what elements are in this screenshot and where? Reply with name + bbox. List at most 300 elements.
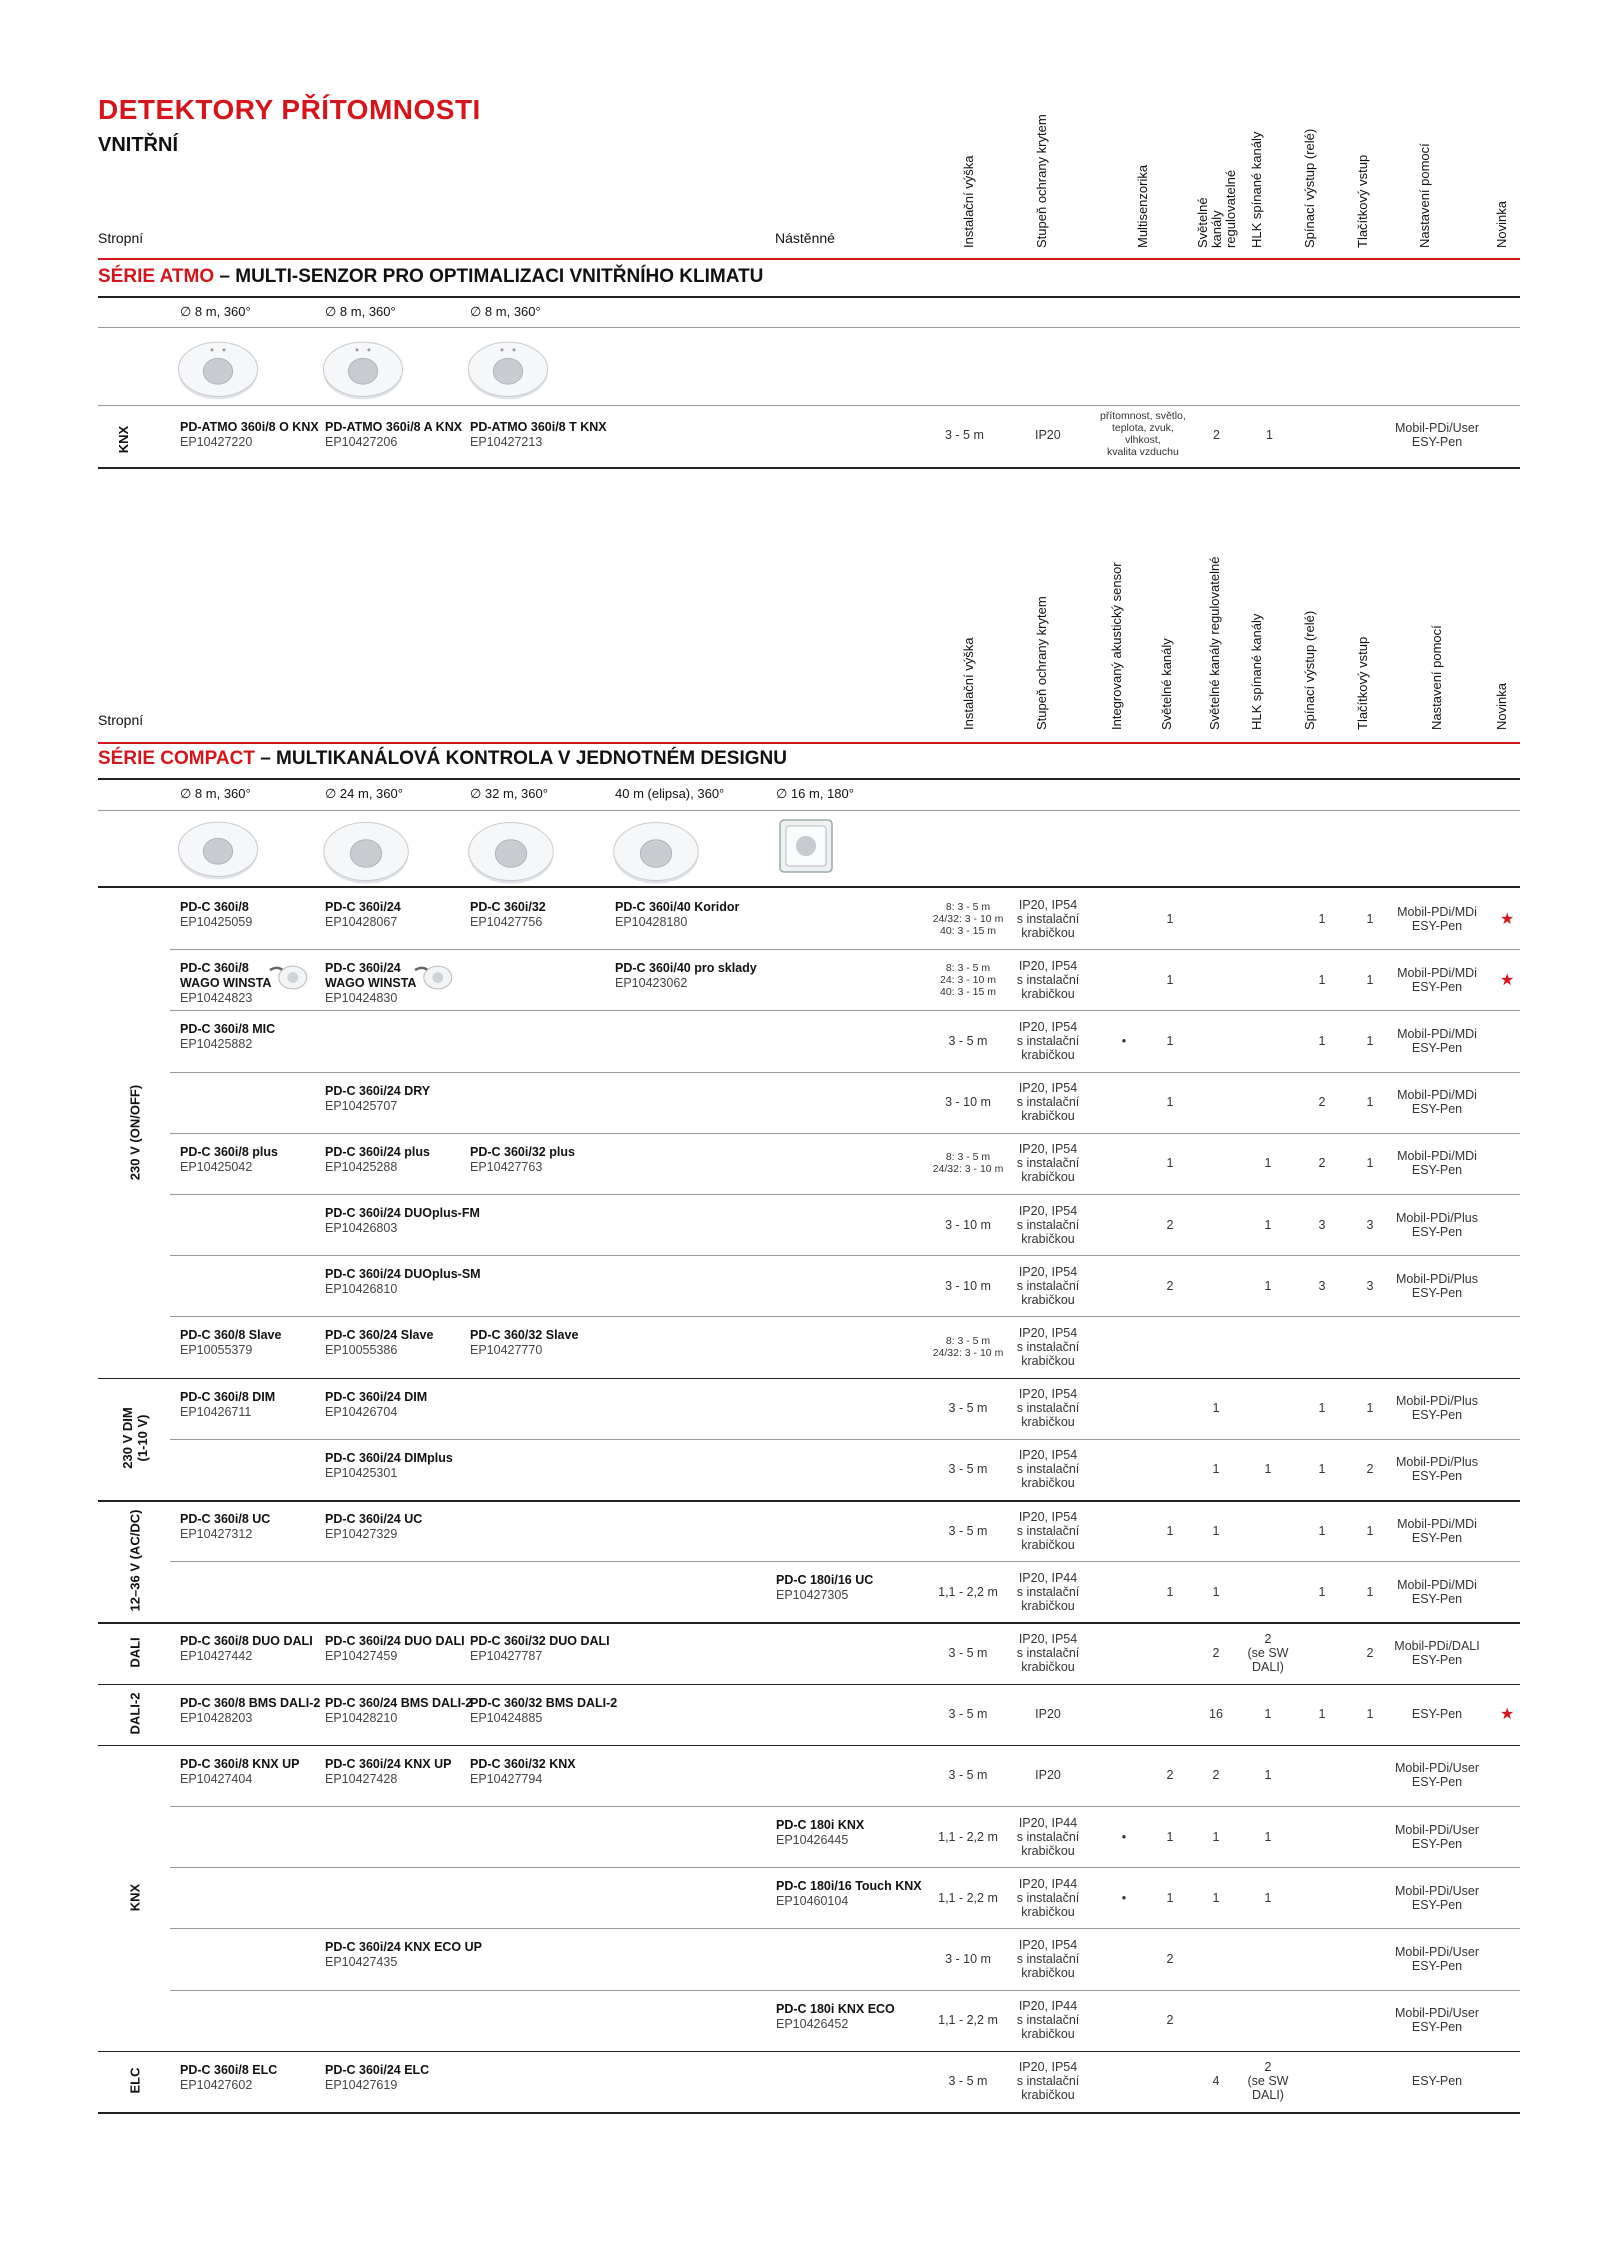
atmo-product-name: PD-ATMO 360i/8 T KNX	[470, 420, 607, 434]
compact-ip-line: s instalační	[1016, 2013, 1080, 2028]
compact-ip-line: s instalační	[1016, 1278, 1080, 1293]
compact-ip-2	[1003, 1020, 1093, 1062]
compact-product-1-1	[325, 961, 416, 1006]
compact-setting-18	[1387, 2006, 1487, 2034]
compact-product-name: PD-C 360i/24 plus	[325, 1144, 430, 1159]
compact-product-name: PD-C 360i/24 DIM	[325, 1389, 428, 1404]
compact-product-name: PD-C 360/8 Slave	[180, 1328, 282, 1343]
atmo-group-label: KNX	[116, 425, 132, 454]
compact-product-4-0	[180, 1145, 278, 1175]
compact-ip-line: s instalační	[1016, 1890, 1080, 1905]
compact-height-8	[923, 1401, 1013, 1415]
compact-ip-line: IP20, IP54	[1018, 1020, 1078, 1034]
compact-product-name: PD-C 360i/40 Koridor	[615, 900, 740, 914]
compact-reg-line: 1	[1212, 1523, 1220, 1538]
compact-product-18-4	[776, 2002, 895, 2032]
compact-product-name: PD-C 180i/16 Touch KNX	[776, 1879, 922, 1894]
compact-sk-line: 1	[1166, 1890, 1174, 1905]
compact-ip-line: IP20, IP44	[1018, 1815, 1078, 1830]
compact-ip-3	[1003, 1081, 1093, 1123]
compact-sk-6	[1140, 1279, 1200, 1293]
compact-rel-line: 2	[1318, 1095, 1326, 1110]
compact-reg-line: 1	[1212, 1829, 1220, 1844]
compact-rel-line: 2	[1318, 1156, 1326, 1171]
wago-sensor-image	[268, 961, 308, 991]
compact-height-line: 3 - 5 m	[948, 1401, 988, 1416]
compact-btn-line: 1	[1366, 1584, 1374, 1599]
compact-row-rule	[170, 1561, 1520, 1562]
compact-sk-line: 2	[1166, 2013, 1174, 2028]
compact-ip-line: s instalační	[1016, 1156, 1080, 1171]
h2-col-9: Novinka	[1494, 683, 1509, 730]
compact-sk-3	[1140, 1095, 1200, 1109]
compact-cov-rule	[98, 810, 1520, 811]
compact-reg-line: 1	[1212, 1584, 1220, 1599]
compact-setting-line: ESY-Pen	[1411, 979, 1463, 994]
compact-product-name: PD-C 360/24 BMS DALI-2	[325, 1695, 473, 1710]
compact-ip-line: IP20, IP54	[1018, 958, 1078, 973]
compact-product-8-0	[180, 1390, 275, 1420]
new-star-icon: ★	[1500, 910, 1515, 928]
compact-product-ep: EP10424823	[180, 991, 253, 1006]
compact-reg-19	[1186, 2074, 1246, 2088]
compact-ip-8	[1003, 1387, 1093, 1429]
compact-ip-15	[1003, 1816, 1093, 1858]
compact-product-ep: EP10427435	[325, 1955, 398, 1970]
atmo-hlk: 1	[1266, 428, 1273, 442]
header2-stropni: Stropní	[98, 712, 144, 728]
compact-rel-line: 1	[1318, 1034, 1326, 1048]
compact-sk-line: 2	[1166, 1952, 1174, 1966]
atmo-product-ep: EP10427213	[470, 435, 543, 449]
atmo-coverage-1: ∅ 8 m, 360°	[325, 304, 396, 319]
compact-product-name: PD-C 360i/24 DIMplus	[325, 1450, 453, 1465]
compact-ip-17	[1003, 1938, 1093, 1980]
atmo-sensor-image-1	[320, 337, 406, 402]
compact-hlk-line: (se SW	[1247, 1646, 1289, 1660]
compact-product-ep: EP10426711	[180, 1404, 252, 1419]
h1-col-3: Světelné kanály regulovatelné	[1195, 169, 1238, 248]
compact-product-16-4	[776, 1879, 922, 1909]
atmo-img-rule	[98, 405, 1520, 406]
compact-setting-line: ESY-Pen	[1411, 1041, 1463, 1055]
compact-product-ep: EP10428067	[325, 915, 398, 929]
compact-product-name: PD-C 360i/24 KNX UP	[325, 1756, 452, 1771]
compact-setting-line: ESY-Pen	[1411, 1285, 1463, 1300]
compact-product-0-3	[615, 900, 739, 930]
compact-ip-line: IP20, IP54	[1018, 1081, 1078, 1096]
compact-product-name: PD-C 360i/32	[470, 900, 546, 914]
compact-hlk-6	[1238, 1279, 1298, 1293]
compact-reg-line: 1	[1212, 1890, 1220, 1905]
compact-group-label-line: ELC	[127, 2067, 143, 2094]
compact-setting-line: ESY-Pen	[1411, 1224, 1463, 1239]
compact-product-ep: EP10427756	[470, 915, 543, 929]
compact-product-name: PD-C 360i/8 KNX UP	[180, 1756, 300, 1771]
compact-ip-line: IP20, IP54	[1018, 1632, 1078, 1646]
compact-setting-line: Mobil-PDi/User	[1394, 1883, 1480, 1898]
compact-coverage-4: ∅ 16 m, 180°	[776, 786, 854, 801]
compact-ip-line: krabičkou	[1021, 1476, 1075, 1491]
compact-setting-line: ESY-Pen	[1411, 1707, 1463, 1722]
compact-sk-line: 2	[1166, 1278, 1174, 1293]
compact-btn-line: 2	[1366, 1462, 1374, 1477]
compact-product-ep: EP10426452	[776, 2016, 849, 2031]
compact-ip-line: s instalační	[1016, 1095, 1080, 1110]
compact-ip-line: IP20, IP54	[1018, 1264, 1078, 1279]
compact-height-11	[923, 1585, 1013, 1599]
compact-height-5	[923, 1218, 1013, 1232]
compact-btn-line: 1	[1366, 911, 1374, 926]
compact-product-ep: EP10055379	[180, 1343, 253, 1358]
h2-col-3: Světelné kanály	[1159, 638, 1174, 730]
compact-row-rule	[170, 1928, 1520, 1929]
compact-reg-line: 2	[1212, 1768, 1220, 1783]
compact-hlk-line: DALI)	[1252, 1660, 1284, 1674]
compact-setting-line: Mobil-PDi/MDi	[1397, 1516, 1477, 1531]
compact-setting-line: Mobil-PDi/MDi	[1397, 1088, 1477, 1103]
compact-group-label-5	[128, 1817, 143, 1977]
compact-product-name: PD-C 180i KNX ECO	[776, 2001, 895, 2016]
compact-product-1-0	[180, 961, 271, 1006]
compact-product-ep: EP10460104	[776, 1894, 849, 1909]
compact-product-11-4	[776, 1573, 873, 1603]
compact-sensor-image-2	[465, 817, 557, 886]
atmo-rule	[98, 296, 1520, 298]
compact-product-ep: EP10424830	[325, 991, 398, 1006]
compact-setting-15	[1387, 1823, 1487, 1851]
compact-row-rule	[98, 1378, 1520, 1380]
h2-col-7: Tlačítkový vstup	[1355, 636, 1370, 730]
compact-btn-line: 2	[1366, 1646, 1374, 1660]
compact-row-rule	[170, 1072, 1520, 1073]
compact-product-ep: EP10426803	[325, 1221, 398, 1235]
atmo-product-1	[325, 420, 462, 450]
compact-ac-line: •	[1121, 1034, 1127, 1048]
compact-product-6-1	[325, 1267, 481, 1297]
atmo-product-name: PD-ATMO 360i/8 O KNX	[180, 420, 319, 434]
compact-ip-line: IP20, IP54	[1018, 1448, 1078, 1463]
compact-ip-line: IP20, IP44	[1018, 1570, 1078, 1585]
compact-row-rule	[98, 2112, 1520, 2114]
compact-ip-6	[1003, 1265, 1093, 1307]
compact-sk-line: 2	[1166, 1768, 1174, 1783]
compact-product-15-4	[776, 1818, 864, 1848]
atmo-multi-line: vlhkost,	[1125, 434, 1161, 446]
h1-col-4: HLK spínané kanály	[1249, 131, 1264, 248]
compact-height-14	[923, 1768, 1013, 1782]
compact-product-ep: EP10427794	[470, 1771, 543, 1786]
compact-product-ep: EP10055386	[325, 1343, 398, 1358]
compact-group-label-line: 230 V DIM	[120, 1407, 135, 1469]
h2-col-0: Instalační výška	[961, 637, 976, 730]
compact-setting-line: ESY-Pen	[1411, 1836, 1463, 1851]
compact-setting-line: Mobil-PDi/Plus	[1396, 1455, 1478, 1470]
compact-height-line: 3 - 5 m	[948, 1462, 988, 1477]
compact-height-line: 3 - 5 m	[948, 1646, 988, 1660]
compact-height-10	[923, 1524, 1013, 1538]
compact-height-0	[923, 901, 1013, 937]
compact-row-rule	[98, 1684, 1520, 1686]
compact-product-name: PD-C 360i/8 MIC	[180, 1022, 276, 1037]
compact-product-4-1	[325, 1145, 430, 1175]
compact-row-rule	[98, 1622, 1520, 1624]
compact-product-19-0	[180, 2063, 277, 2093]
compact-hlk-19	[1238, 2060, 1298, 2102]
compact-row-rule	[170, 1867, 1520, 1868]
compact-sk-17	[1140, 1952, 1200, 1966]
compact-reg-line: 1	[1212, 1462, 1220, 1477]
compact-height-line: 8: 3 - 5 m	[945, 1151, 991, 1164]
compact-sk-line: 1	[1166, 1034, 1174, 1048]
compact-product-ep: EP10426445	[776, 1833, 849, 1847]
compact-btn-line: 1	[1366, 972, 1374, 987]
compact-setting-line: ESY-Pen	[1411, 1530, 1463, 1545]
compact-sk-line: 1	[1166, 1095, 1174, 1110]
compact-ip-1	[1003, 959, 1093, 1001]
compact-product-name: PD-C 360/32 Slave	[470, 1328, 579, 1343]
header1-rule	[98, 258, 1520, 260]
compact-coverage-3: 40 m (elipsa), 360°	[615, 786, 725, 801]
compact-sk-line: 1	[1166, 1829, 1174, 1844]
compact-row-rule	[170, 949, 1520, 950]
compact-group-label-line: (1-10 V)	[135, 1414, 150, 1462]
compact-setting-19	[1387, 2074, 1487, 2088]
compact-setting-13	[1387, 1707, 1487, 1721]
compact-setting-5	[1387, 1211, 1487, 1239]
atmo-setting	[1395, 421, 1479, 449]
compact-reg-line: 1	[1212, 1401, 1220, 1416]
compact-hlk-4	[1238, 1156, 1298, 1170]
compact-product-name: PD-C 360i/24	[325, 961, 401, 976]
compact-setting-line: ESY-Pen	[1411, 1959, 1463, 1973]
compact-ip-5	[1003, 1204, 1093, 1246]
compact-ip-4	[1003, 1142, 1093, 1184]
compact-product-12-2	[470, 1634, 610, 1664]
compact-height-13	[923, 1707, 1013, 1721]
compact-ip-line: krabičkou	[1021, 1904, 1075, 1919]
compact-product-name: WAGO WINSTA	[180, 976, 272, 991]
compact-row-rule	[170, 1806, 1520, 1807]
compact-ip-line: IP20, IP54	[1018, 1142, 1078, 1157]
compact-height-line: 1,1 - 2,2 m	[938, 1584, 998, 1599]
compact-product-14-0	[180, 1757, 299, 1787]
compact-setting-14	[1387, 1761, 1487, 1789]
compact-reg-8	[1186, 1401, 1246, 1415]
compact-height-line: 3 - 10 m	[945, 1278, 991, 1293]
compact-ip-line: krabičkou	[1021, 1048, 1075, 1062]
compact-setting-3	[1387, 1088, 1487, 1116]
compact-hlk-14	[1238, 1768, 1298, 1782]
compact-hlk-13	[1238, 1707, 1298, 1721]
compact-ip-16	[1003, 1877, 1093, 1919]
compact-hlk-line: 1	[1264, 1278, 1272, 1293]
atmo-product-ep: EP10427206	[325, 435, 398, 449]
header1-stropni: Stropní	[98, 230, 144, 246]
compact-height-4	[923, 1151, 1013, 1175]
compact-product-ep: EP10427770	[470, 1343, 543, 1358]
compact-sk-0	[1140, 912, 1200, 926]
compact-ip-line: s instalační	[1016, 2074, 1080, 2089]
compact-group-label-4	[128, 1634, 143, 1794]
compact-row-rule	[170, 1255, 1520, 1256]
compact-reg-10	[1186, 1524, 1246, 1538]
h2-col-8: Nastavení pomocí	[1429, 625, 1444, 730]
compact-btn-line: 1	[1366, 1156, 1374, 1171]
compact-setting-line: ESY-Pen	[1411, 1163, 1463, 1178]
compact-height-line: 3 - 5 m	[948, 1034, 988, 1048]
atmo-product-2	[470, 420, 607, 450]
compact-ip-11	[1003, 1571, 1093, 1613]
compact-ip-line: s instalační	[1016, 1340, 1080, 1354]
compact-product-name: PD-C 360/24 Slave	[325, 1328, 434, 1343]
compact-product-name: PD-C 360i/8 plus	[180, 1144, 278, 1159]
compact-ip-line: IP20, IP54	[1018, 2060, 1078, 2075]
compact-group-label-6	[128, 2001, 143, 2161]
compact-btn-line: 1	[1366, 1523, 1374, 1538]
compact-height-line: 3 - 10 m	[945, 1952, 991, 1966]
compact-hlk-12	[1238, 1632, 1298, 1674]
compact-setting-line: Mobil-PDi/User	[1394, 1945, 1480, 1959]
atmo-product-0	[180, 420, 319, 450]
compact-product-name: PD-C 360i/8	[180, 900, 249, 914]
compact-product-ep: EP10427619	[325, 2077, 398, 2092]
compact-product-name: PD-C 360i/40 pro sklady	[615, 961, 757, 976]
compact-btn-line: 1	[1366, 1034, 1374, 1048]
compact-height-line: 8: 3 - 5 m	[945, 1335, 991, 1347]
compact-ip-12	[1003, 1632, 1093, 1674]
compact-product-name: PD-C 360i/8 ELC	[180, 2062, 278, 2077]
atmo-bottom-rule	[98, 467, 1520, 469]
compact-ip-line: s instalační	[1016, 1462, 1080, 1477]
compact-product-14-1	[325, 1757, 451, 1787]
compact-height-line: 3 - 10 m	[945, 1217, 991, 1232]
compact-setting-0	[1387, 905, 1487, 933]
compact-sk-line: 2	[1166, 1217, 1174, 1232]
compact-row-rule	[170, 1194, 1520, 1195]
compact-product-7-2	[470, 1328, 578, 1358]
compact-product-ep: EP10426704	[325, 1404, 398, 1419]
compact-height-line: 24/32: 3 - 10 m	[932, 912, 1004, 925]
compact-product-ep: EP10427312	[180, 1527, 253, 1541]
atmo-coverage-0: ∅ 8 m, 360°	[180, 304, 251, 319]
compact-group-label-line: KNX	[127, 1883, 143, 1912]
compact-sensor-image-3	[610, 817, 702, 886]
compact-ip-line: s instalační	[1016, 1584, 1080, 1599]
compact-ip-line: s instalační	[1016, 1523, 1080, 1538]
compact-setting-line: ESY-Pen	[1411, 2020, 1463, 2035]
compact-setting-line: ESY-Pen	[1411, 1102, 1463, 1117]
compact-product-name: PD-C 360i/8 UC	[180, 1512, 271, 1526]
h2-col-1: Stupeň ochrany krytem	[1034, 596, 1049, 730]
compact-height-line: 3 - 5 m	[948, 2074, 988, 2089]
h1-col-2: Multisenzorika	[1135, 164, 1150, 248]
atmo-ip: IP20	[1035, 428, 1061, 442]
compact-rel-line: 1	[1318, 1707, 1326, 1722]
compact-height-1	[923, 962, 1013, 998]
compact-product-ep: EP10425059	[180, 915, 253, 929]
compact-sk-line: 1	[1166, 1523, 1174, 1538]
compact-sk-2	[1140, 1034, 1200, 1048]
compact-rel-line: 1	[1318, 972, 1326, 987]
h1-col-5: Spínací výstup (relé)	[1302, 128, 1317, 248]
compact-setting-line: Mobil-PDi/Plus	[1396, 1394, 1478, 1409]
compact-product-10-0	[180, 1512, 270, 1542]
compact-height-line: 1,1 - 2,2 m	[938, 1890, 998, 1905]
h2-col-2: Integrovaný akustický sensor	[1109, 562, 1124, 730]
compact-height-17	[923, 1952, 1013, 1966]
new-star-icon: ★	[1500, 1706, 1515, 1724]
compact-setting-line: Mobil-PDi/MDi	[1397, 1149, 1477, 1164]
compact-product-name: PD-C 360i/24 DUOplus-SM	[325, 1267, 481, 1282]
h1-col-6: Tlačítkový vstup	[1355, 154, 1370, 248]
h2-col-4: Světelné kanály regulovatelné	[1207, 556, 1222, 730]
header1-nastenne: Nástěnné	[775, 230, 835, 246]
h1-col-1: Stupeň ochrany krytem	[1034, 114, 1049, 248]
compact-product-ep: EP10427329	[325, 1527, 398, 1541]
compact-reg-13	[1186, 1707, 1246, 1721]
new-star-icon: ★	[1500, 971, 1515, 989]
compact-setting-line: Mobil-PDi/MDi	[1397, 1577, 1477, 1592]
compact-ip-line: IP20, IP44	[1018, 1999, 1078, 2014]
compact-sk-18	[1140, 2013, 1200, 2027]
compact-coverage-1: ∅ 24 m, 360°	[325, 786, 403, 801]
compact-sk-1	[1140, 973, 1200, 987]
atmo-multi-line: kvalita vzduchu	[1107, 446, 1179, 458]
compact-row-rule	[98, 1745, 1520, 1747]
compact-setting-8	[1387, 1394, 1487, 1422]
compact-ip-10	[1003, 1510, 1093, 1552]
compact-ip-line: IP20	[1035, 1707, 1061, 1722]
compact-hlk-line: (se SW	[1247, 2074, 1289, 2089]
compact-group-label-line: 12–36 V (AC/DC)	[127, 1509, 143, 1612]
compact-product-ep: EP10425301	[325, 1465, 398, 1480]
compact-product-2-0	[180, 1022, 275, 1052]
compact-setting-line: Mobil-PDi/Plus	[1396, 1271, 1478, 1286]
compact-product-13-2	[470, 1696, 617, 1726]
compact-ac-line: •	[1121, 1829, 1127, 1844]
compact-ip-line: krabičkou	[1021, 1660, 1075, 1674]
compact-ip-line: s instalační	[1016, 972, 1080, 987]
compact-product-name: PD-C 360i/24 DRY	[325, 1083, 431, 1098]
compact-product-5-1	[325, 1206, 480, 1236]
compact-height-line: 24: 3 - 10 m	[939, 973, 997, 986]
compact-product-name: PD-C 360/8 BMS DALI-2	[180, 1695, 321, 1710]
compact-hlk-line: 1	[1264, 1768, 1272, 1783]
compact-product-12-0	[180, 1634, 313, 1664]
compact-ip-line: krabičkou	[1021, 2088, 1075, 2103]
compact-reg-12	[1186, 1646, 1246, 1660]
compact-product-name: WAGO WINSTA	[325, 976, 417, 991]
compact-hlk-line: 1	[1264, 1829, 1272, 1844]
compact-row-rule	[98, 2051, 1520, 2053]
compact-hlk-line: 1	[1264, 1156, 1272, 1171]
atmo-setting-line: Mobil-PDi/User	[1395, 421, 1480, 435]
compact-rel-line: 1	[1318, 1523, 1326, 1538]
compact-ip-line: krabičkou	[1021, 925, 1075, 940]
compact-product-ep: EP10425288	[325, 1159, 398, 1174]
compact-ip-line: krabičkou	[1021, 986, 1075, 1001]
compact-setting-11	[1387, 1578, 1487, 1606]
compact-product-0-2	[470, 900, 546, 930]
compact-product-4-2	[470, 1145, 575, 1175]
compact-btn-line: 3	[1366, 1278, 1374, 1293]
atmo-multi-line: přítomnost, světlo,	[1100, 410, 1186, 422]
compact-height-2	[923, 1034, 1013, 1048]
compact-height-line: 8: 3 - 5 m	[945, 900, 991, 913]
compact-setting-line: ESY-Pen	[1411, 1408, 1463, 1423]
compact-group-label-line: DALI-2	[127, 1692, 143, 1735]
